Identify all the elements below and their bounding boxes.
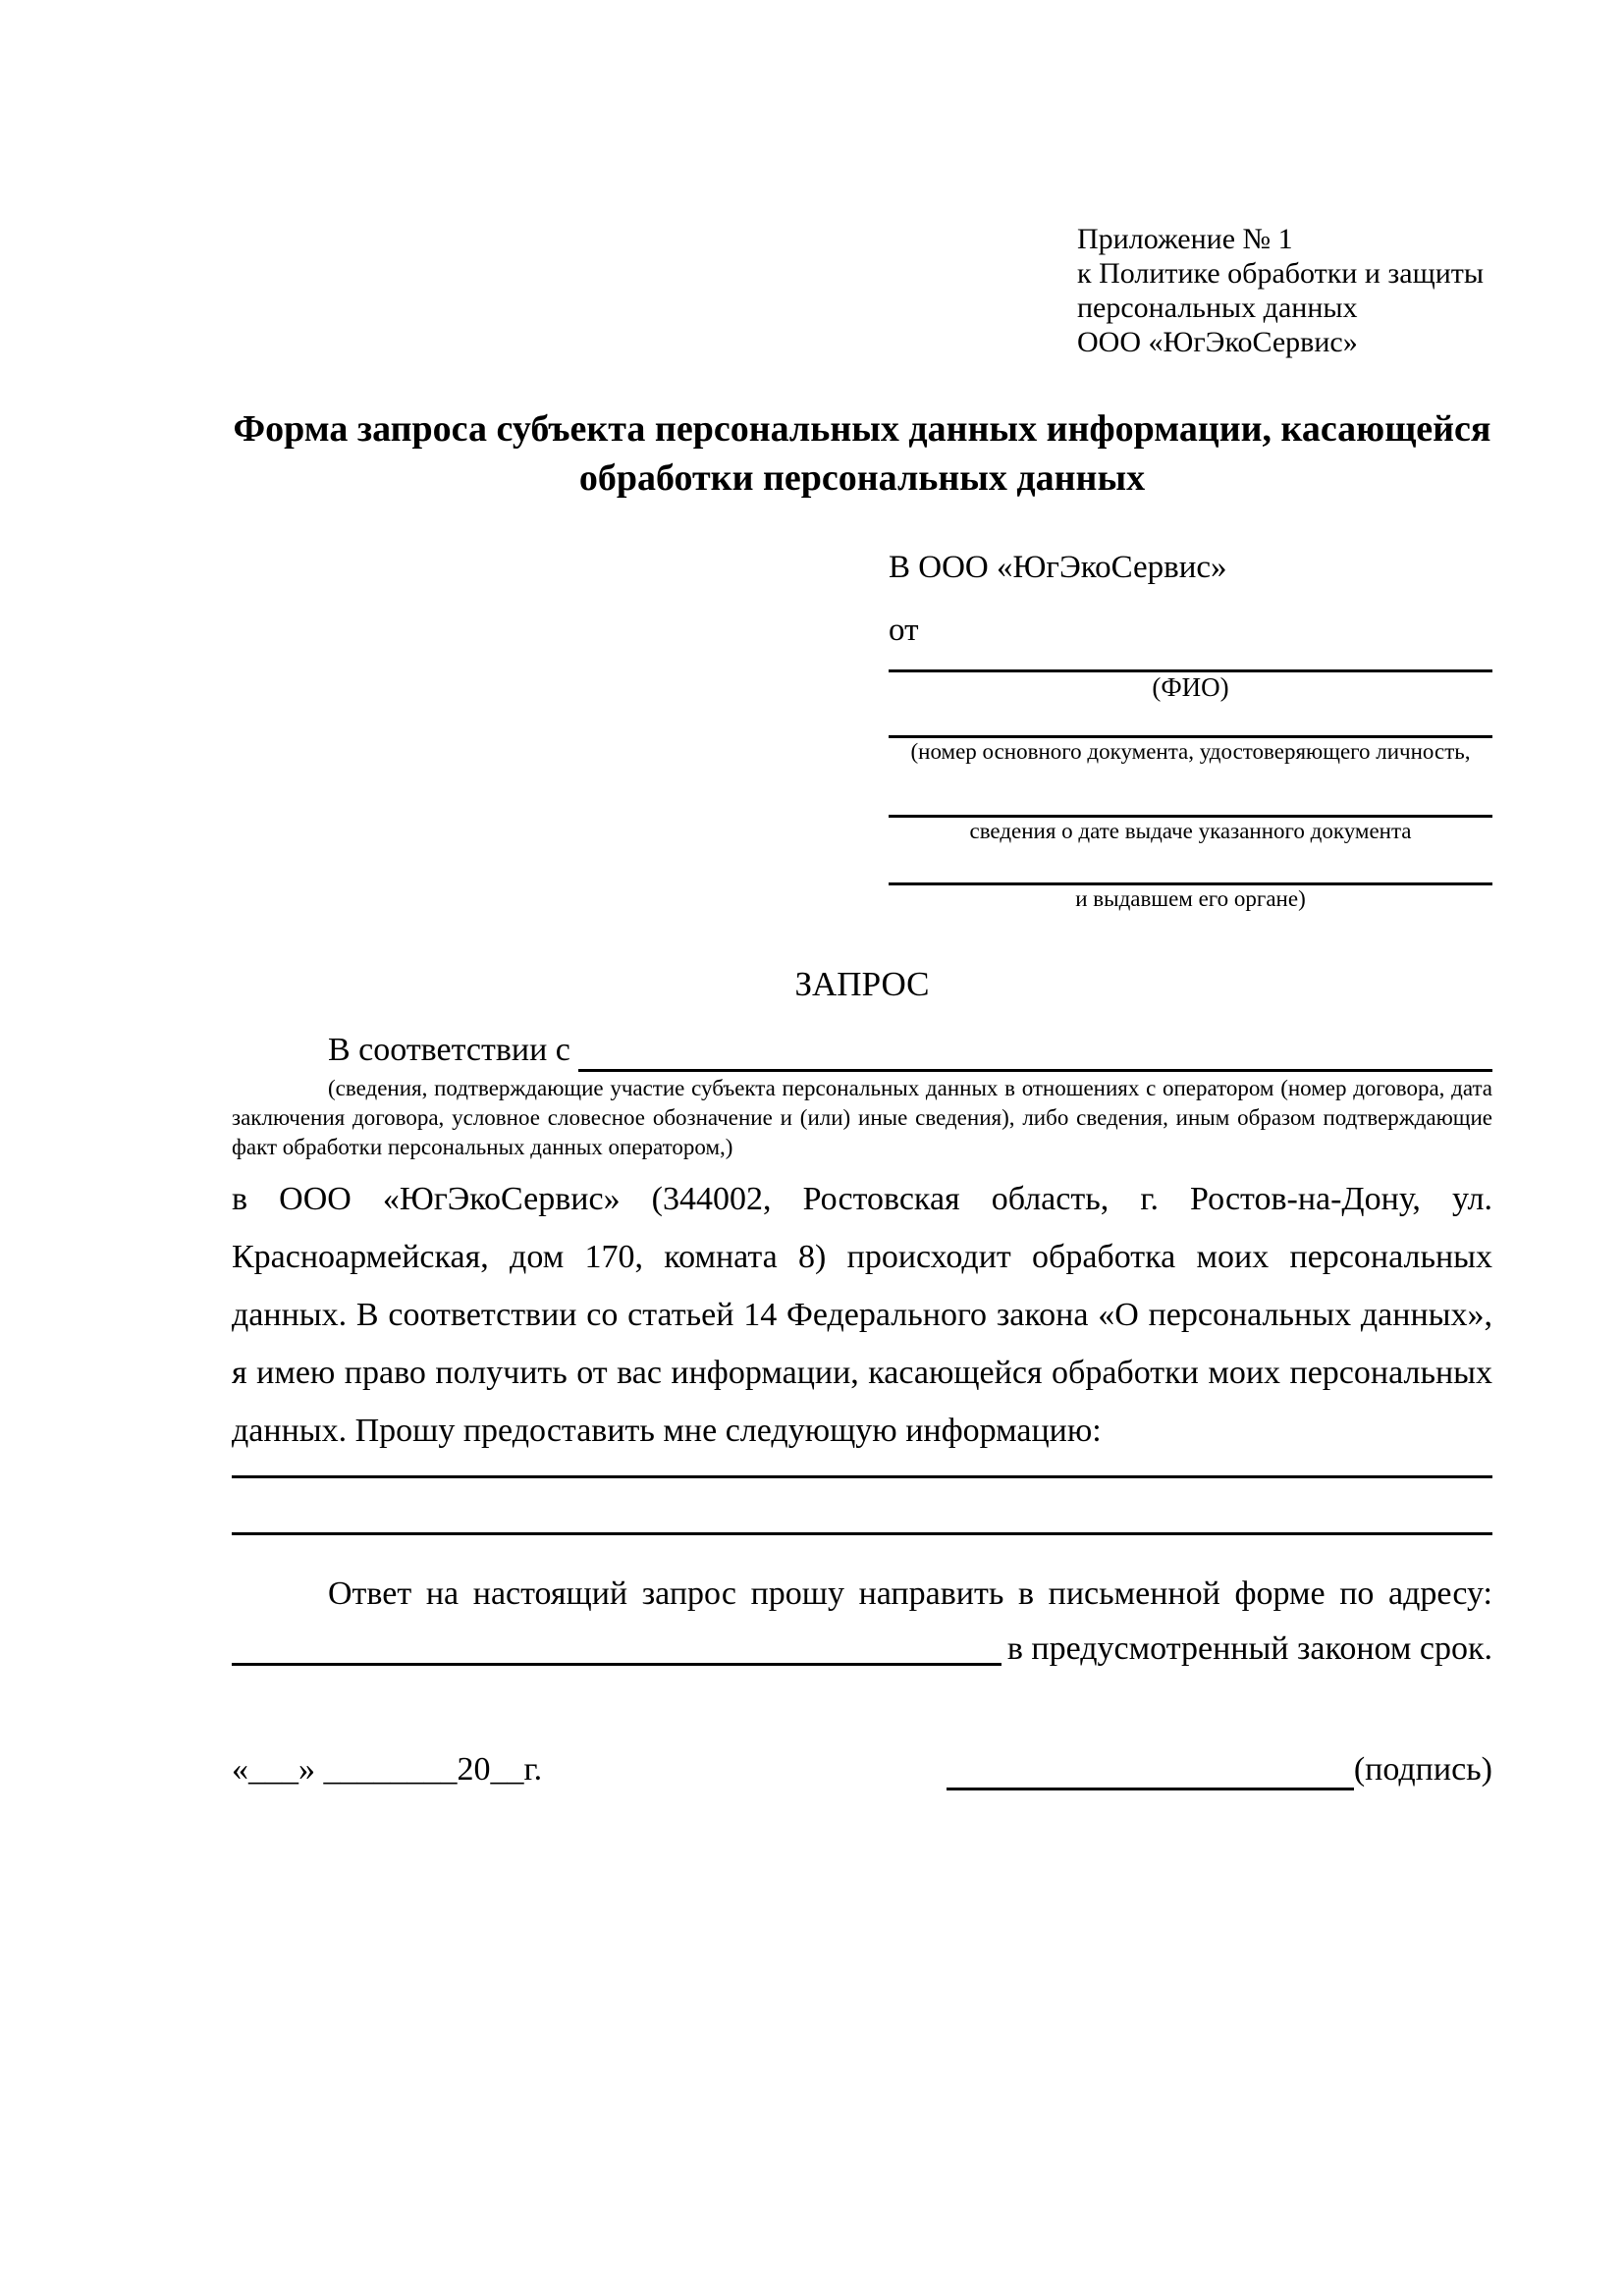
addressee-from-label: от: [889, 613, 919, 648]
answer-intro-paragraph: Ответ на настоящий запрос прошу направить в письменной форме по адресу:: [328, 1575, 1492, 1612]
appendix-block: [1077, 222, 1492, 359]
basis-label: В соответствии с: [328, 1032, 579, 1068]
signature-caption: (подпись): [1353, 1751, 1492, 1788]
appendix-line: персональных данных: [1077, 292, 1358, 324]
address-blank-line: [232, 1622, 1001, 1666]
appendix-line: Приложение № 1: [1077, 223, 1293, 255]
date-signature-row: [232, 1749, 1492, 1790]
appendix-line: ООО «ЮгЭкоСервис»: [1077, 326, 1358, 358]
issue-date-blank-line: [889, 766, 1492, 818]
answer-tail-text: в предусмотренный законом срок.: [1006, 1630, 1492, 1667]
issue-date-caption: сведения о дате выдаче указанного документа: [969, 819, 1412, 843]
document-title: Форма запроса субъекта персональных данных информации, касающейся обработки персональных данных: [233, 408, 1491, 499]
request-body-paragraph: в ООО «ЮгЭкоСервис» (344002, Ростовская область, г. Ростов-на-Дону, ул. Красноармейская, дом 170, комната 8) происходит обработка моих персональных данных. В соответствии со статьей 14 Федерального закона «О персональных данных», я имею право получить от вас информации, касающейся обработки моих персональных данных. Прошу предоставить мне следующую информацию:: [232, 1181, 1492, 1449]
issuing-authority-caption: и выдавшем его органе): [1075, 886, 1306, 911]
document-number-caption: (номер основного документа, удостоверяющего личность,: [910, 739, 1471, 764]
request-heading: ЗАПРОС: [794, 965, 930, 1003]
date-line: «___» ________20__г.: [232, 1751, 543, 1788]
document-number-field: [889, 702, 1492, 766]
info-blank-line-2: [232, 1478, 1492, 1535]
appendix-line: к Политике обработки и защиты: [1077, 257, 1485, 290]
issuing-authority-field: [889, 845, 1492, 913]
basis-blank-line: [578, 1029, 1492, 1072]
basis-row: [232, 1029, 1492, 1072]
basis-footnote: (сведения, подтверждающие участие субъекта персональных данных в отношениях с оператором (номер договора, дата заключения договора, условное словесное обозначение и (или) иные сведения), либо сведения, иным образом подтверждающие факт обработки персональных данных оператором,): [232, 1076, 1492, 1159]
signature-blank-line: [947, 1752, 1354, 1790]
issuing-authority-blank-line: [889, 845, 1492, 885]
fio-caption: (ФИО): [1152, 672, 1229, 702]
answer-address-row: [232, 1622, 1492, 1677]
addressee-block: [889, 548, 1492, 913]
fio-field: [889, 650, 1492, 702]
signature-group: [947, 1749, 1492, 1790]
issue-date-field: [889, 766, 1492, 845]
addressee-to: В ООО «ЮгЭкоСервис»: [889, 550, 1227, 585]
info-blank-line-1: [232, 1460, 1492, 1478]
fio-blank-line: [889, 650, 1492, 672]
document-number-blank-line: [889, 702, 1492, 738]
